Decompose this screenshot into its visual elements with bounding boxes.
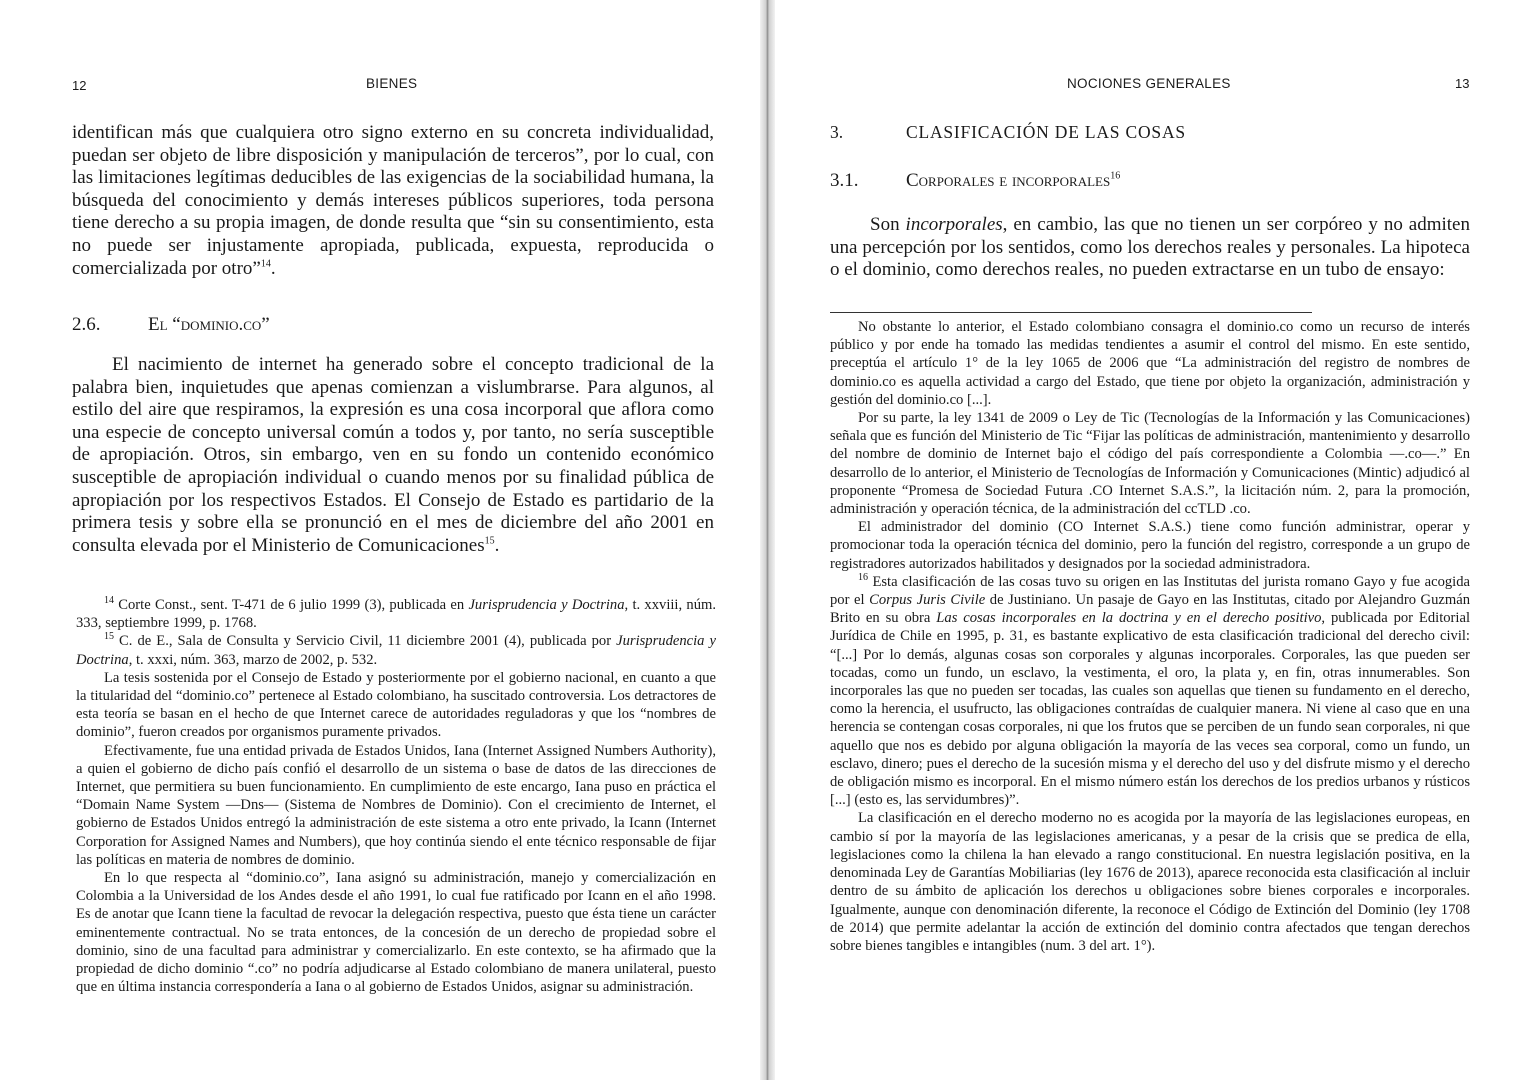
footnotes	[76, 596, 716, 996]
running-head: NOCIONES GENERALES	[1067, 76, 1231, 91]
section-title: CLASIFICACIÓN DE LAS COSAS	[906, 122, 1186, 142]
continuation-paragraph: identifican más que cualquiera otro signo externo en su concreta individualidad, puedan ser objeto de libre disposición y manipulación de terceros”, por lo cual, con las limitaciones legítimas deducibles de las exigencias de la sociabilidad humana, la búsqueda del conocimiento y demás intereses públicos superiores, toda persona tiene derecho a su propia imagen, de donde resulta que “sin su consentimiento, esta no puede ser injustamente apropiada, publicada, expuesta, reproducida o comercializada por otro”$^{14}$.	[72, 122, 714, 279]
footnote-14: $^{14}$ Corte Const., sent. T-471 de 6 julio 1999 (3), publicada en Jurisprudencia y Doctrina, t. xxviii, núm. 333, septiembre 1999, p. 1768.	[76, 595, 716, 632]
body-paragraph: Son incorporales, en cambio, las que no tienen un ser corpóreo y no admiten una percepción por los sentidos, como los derechos reales y personales. La hipoteca o el dominio, como derechos reales, no pueden extractarse en un tubo de ensayo:	[830, 214, 1470, 281]
footnote-15-continuation: No obstante lo anterior, el Estado colombiano consagra el dominio.co como un recurso de interés público y por ende ha tomado las medidas tendientes a asumir el control del mismo. En este sentido, preceptúa el artículo 1° de la ley 1065 de 2006 que “La administración del registro de nombres de dominio.co es aquella actividad a cargo del Estado, que tiene por objeto la organización, administración y gestión del dominio.co [...].	[830, 319, 1470, 408]
page-number: 12	[72, 78, 87, 93]
section-heading	[830, 122, 1470, 143]
footnote-16: $^{16}$ Esta clasificación de las cosas tuvo su origen en las Institutas del jurista romano Gayo y fue acogida por el Corpus Juris Civile de Justiniano. Un pasaje de Gayo en las Institutas, citado por Alejandro Guzmán Brito en su obra Las cosas incorporales en la doctrina y en el derecho positivo, publicada por Editorial Jurídica de Chile en 1995, p. 31, es bastante explicativo de esta clasificación tradicional del derecho civil: “[...] Por lo demás, algunas cosas son corporales y algunas incorporales. Corporales, las que pueden ser tocadas, como un fundo, un esclavo, la vestimenta, el oro, la plata y, en fin, otras innumerables. Son incorporales las que no pueden ser tocadas, las cuales son aquellas que tienen su fundamento en el derecho, como la herencia, el usufructo, las obligaciones contraídas de cualquier manera. Ni viene al caso que en una herencia se contengan cosas corporales, ni que los frutos que se perciben de un fundo sean corporales, ni que aquello que nos es debido por alguna obligación la mayoría de las veces sea corporal, como un fundo, un esclavo, dinero; pues el derecho de la sucesión misma y el derecho del uso y del disfrute mismo y el derecho de obligación mismo es incorporal. En el mismo número están los derechos de los predios urbanos y rústicos [...] (esto es, las servidumbres)”.	[830, 571, 1470, 809]
footnote-separator	[830, 312, 1312, 313]
subsection-number: 3.1.	[830, 170, 859, 191]
footnote-ref: 15	[484, 535, 495, 547]
footnote-16-paragraph: La clasificación en el derecho moderno no es acogida por la mayoría de las legislaciones europeas, en cambio sí por la mayoría de las legislaciones americanas, y a pesar de la crisis que se predica de ella, legislaciones como la chilena la han elevado a rango constitucional. En nuestra legislación positiva, en la denominada Ley de Garantías Mobiliarias (ley 1676 de 2013), aparece reconocida esta clasificación al incluir dentro de su ámbito de aplicación los derechos u obligaciones sobre bienes corporales e incorporales. Igualmente, aunque con denominación diferente, la reconoce el Código de Extinción del Dominio (ley 1708 de 2014) que permite adelantar la acción de extinción del dominio contra afectados que tengan derechos sobre bienes tangibles e intangibles (num. 3 del art. 1°).	[830, 810, 1470, 954]
footnote-15-paragraph: La tesis sostenida por el Consejo de Estado y posteriormente por el gobierno nacional, en cuanto a que la titularidad del “dominio.co” pertenece al Estado colombiano, ha suscitado controversia. Los detractores de esta teoría se basan en el hecho de que Internet carece de autoridades reguladoras y que los “nombres de dominio”, fueron creados por organismos puramente privados.	[76, 669, 716, 741]
footnote-15-continuation: El administrador del dominio (CO Internet S.A.S.) tiene como función administrar, operar y promocionar toda la operación técnica del dominio, pero la función del registro, corresponde a un grupo de registradores autorizados habilitados y designados por la sociedad administradora.	[830, 519, 1470, 572]
footnotes	[830, 318, 1470, 955]
subsection-title: Corporales e incorporales	[906, 170, 1111, 191]
section-number: 3.	[830, 122, 844, 142]
footnote-15-continuation: Por su parte, la ley 1341 de 2009 o Ley de Tic (Tecnologías de la Información y las Comunicaciones) señala que es función del Ministerio de Tic “Fijar las políticas de administración, mantenimiento y desarrollo del nombre de dominio de Internet bajo el código del país correspondiente a Colombia —.co—.” En desarrollo de lo anterior, el Ministerio de Tecnologías de Información y Comunicaciones (Mintic) adjudicó al proponente “Promesa de Sociedad Futura .CO Internet S.A.S.”, la licitación núm. 2, para la promoción, administración y operación técnica, de la administración del ccTLD .co.	[830, 410, 1470, 518]
book-gutter	[760, 0, 775, 1080]
left-page	[0, 0, 760, 1080]
footnote-15: $^{15}$ C. de E., Sala de Consulta y Servicio Civil, 11 diciembre 2001 (4), publicada por Jurisprudencia y Doctrina, t. xxxi, núm. 363, marzo de 2002, p. 532.	[76, 631, 716, 668]
subsection-heading	[830, 170, 1470, 192]
footnote-15-paragraph: Efectivamente, fue una entidad privada de Estados Unidos, Iana (Internet Assigned Numbers Authority), a quien el gobierno de dicho país confió el desarrollo de un sistema o base de datos de las direcciones de Internet, que permitiera su buen funcionamiento. En cumplimiento de este encargo, Iana puso en práctica el “Domain Name System —Dns— (Sistema de Nombres de Dominio). Con el crecimiento de Internet, el gobierno de Estados Unidos entregó la administración de este sistema a otro ente privado, la Icann (Internet Corporation for Assigned Names and Numbers), que hoy continúa siendo el ente técnico responsable de fijar las políticas en materia de nombres de dominio.	[76, 742, 716, 868]
section-title: El “dominio.co”	[148, 314, 270, 335]
footnote-ref: 16	[1110, 170, 1121, 182]
right-page	[775, 0, 1527, 1080]
section-number: 2.6.	[72, 314, 101, 335]
footnote-15-paragraph: En lo que respecta al “dominio.co”, Iana asignó su administración, manejo y comercialización en Colombia a la Universidad de los Andes desde el año 1991, lo cual fue ratificado por Icann en el año 1998. Es de anotar que Icann tiene la facultad de revocar la delegación respectiva, puesto que ésta tiene un carácter eminentemente contractual. No se trata entonces, de la concesión de un derecho de propiedad sobre el dominio, sino de una facultad para administrar y comercializarlo. En este contexto, se ha afirmado que la propiedad de dicho dominio “.co” no podría adjudicarse al Estado colombiano de manera unilateral, puesto que en última instancia correspondería a Iana o al gobierno de Estados Unidos, asignar su administración.	[76, 870, 716, 996]
page-number: 13	[1455, 76, 1470, 91]
body-paragraph: El nacimiento de internet ha generado sobre el concepto tradicional de la palabra bien, inquietudes que apenas comienzan a vislumbrarse. Para algunos, al estilo del aire que respiramos, la expresión es una cosa incorporal que aflora como una especie de concepto universal común a todos y, por tanto, no sería susceptible de apropiación. Otros, sin embargo, ven en su fondo un contenido económico susceptible de apropiación individual o cuando menos por su finalidad pública de apropiación por los respectivos Estados. El Consejo de Estado es partidario de la primera tesis y sobre ella se pronunció en el mes de diciembre del año 2001 en consulta elevada por el Ministerio de Comunicaciones$^{15}$.	[72, 354, 714, 556]
section-heading	[72, 314, 714, 336]
running-head: BIENES	[366, 76, 418, 91]
footnote-ref: 14	[260, 258, 271, 270]
